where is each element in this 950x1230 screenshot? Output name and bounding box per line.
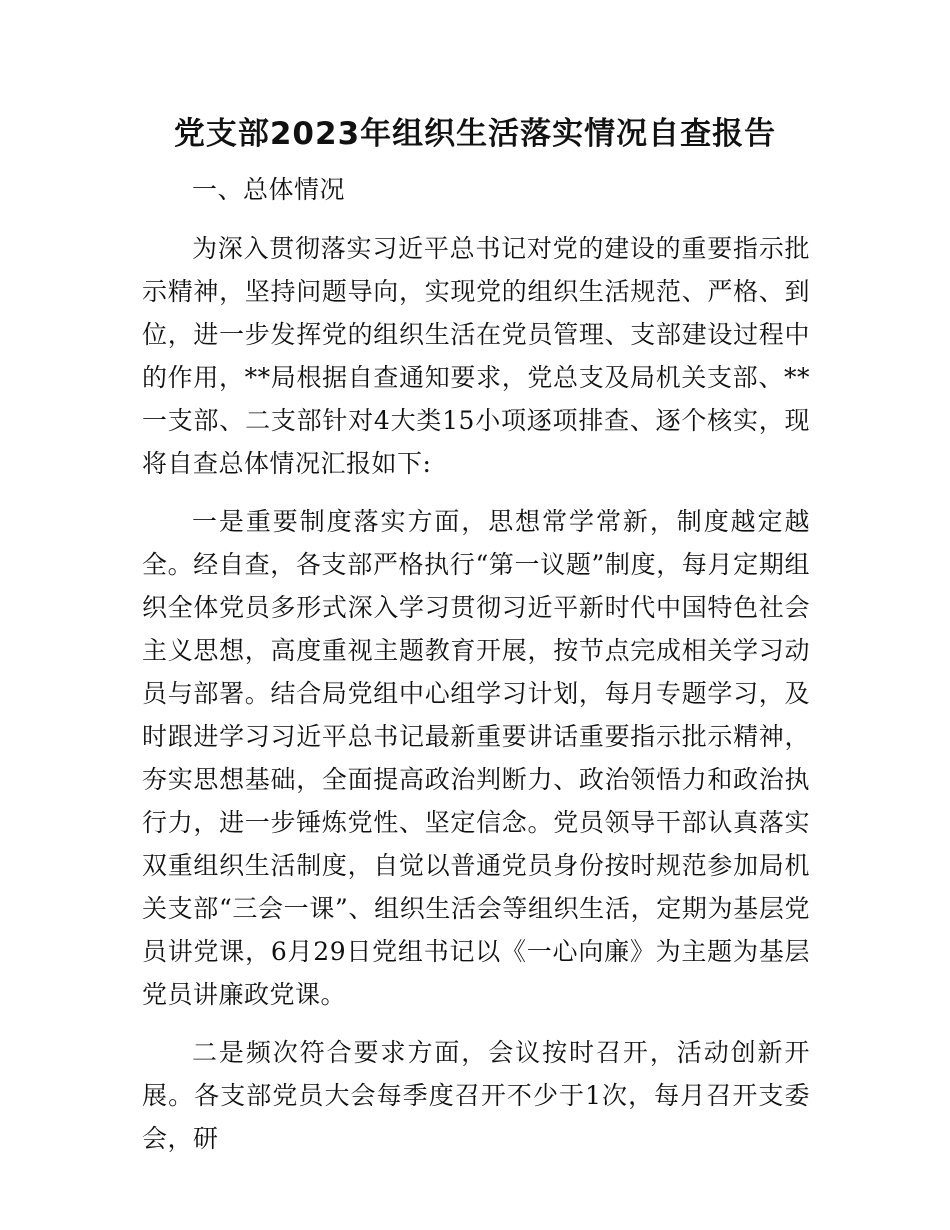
document-title: 党支部2023年组织生活落实情况自查报告 bbox=[173, 116, 777, 152]
section-heading: 一、总体情况 bbox=[192, 175, 346, 204]
document-body bbox=[142, 168, 810, 1175]
paragraph-intro: 为深入贯彻落实习近平总书记对党的建设的重要指示批示精神，坚持问题导向，实现党的组织生活规范、严格、到位，进一步发挥党的组织生活在党员管理、支部建设过程中的作用，**局根据自查通知要求，党总支及局机关支部、**一支部、二支部针对4大类15小项逐项排查、逐个核实，现将自查总体情况汇报如下: bbox=[142, 234, 810, 478]
paragraph-system-implementation: 一是重要制度落实方面，思想常学常新，制度越定越全。经自查，各支部严格执行“第一议题”制度，每月定期组织全体党员多形式深入学习贯彻习近平新时代中国特色社会主义思想，高度重视主题教育开展，按节点完成相关学习动员与部署。结合局党组中心组学习计划，每月专题学习，及时跟进学习习近平总书记最新重要讲话重要指示批示精神，夯实思想基础，全面提高政治判断力、政治领悟力和政治执行力，进一步锤炼党性、坚定信念。党员领导干部认真落实双重组织生活制度，自觉以普通党员身份按时规范参加局机关支部“三会一课”、组织生活会等组织生活，定期为基层党员讲党课，6月29日党组书记以《一心向廉》为主题为基层党员讲廉政党课。 bbox=[142, 507, 810, 1009]
paragraph-frequency: 二是频次符合要求方面，会议按时召开，活动创新开展。各支部党员大会每季度召开不少于1次，每月召开支委会，研 bbox=[142, 1038, 810, 1153]
